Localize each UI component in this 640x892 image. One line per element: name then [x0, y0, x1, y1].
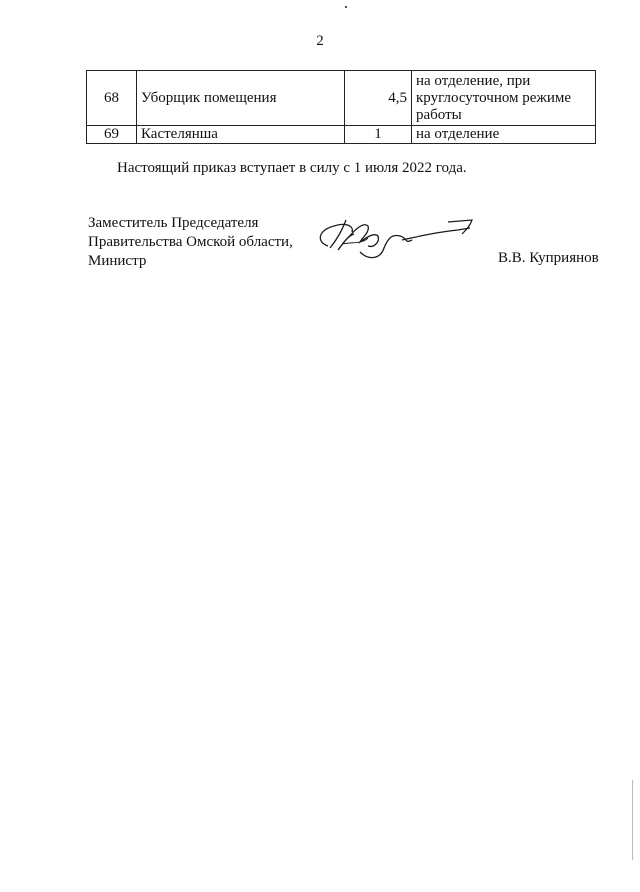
- position-note: на отделение: [412, 126, 596, 144]
- scan-speck: [345, 6, 347, 8]
- table-row: [87, 71, 596, 126]
- position-note: на отделение, при круглосуточном режиме работы: [412, 71, 596, 126]
- position-name: Уборщик помещения: [137, 71, 345, 126]
- position-line: Министр: [88, 253, 147, 269]
- table-row: [87, 126, 596, 144]
- position-name: Кастелянша: [137, 126, 345, 144]
- signer-name: В.В. Куприянов: [498, 250, 599, 266]
- signatory-position: [88, 214, 293, 271]
- handwritten-signature: [308, 208, 478, 268]
- position-line: Заместитель Председателя: [88, 215, 259, 231]
- staff-count: 1: [345, 126, 412, 144]
- position-line: Правительства Омской области,: [88, 234, 293, 250]
- page-number: 2: [316, 33, 324, 49]
- decree-text: Настоящий приказ вступает в силу с 1 июля 2022 года.: [117, 160, 467, 176]
- scan-edge-line: [632, 780, 633, 860]
- row-number: 69: [87, 126, 137, 144]
- staff-table: [86, 70, 596, 144]
- row-number: 68: [87, 71, 137, 126]
- staff-count: 4,5: [345, 71, 412, 126]
